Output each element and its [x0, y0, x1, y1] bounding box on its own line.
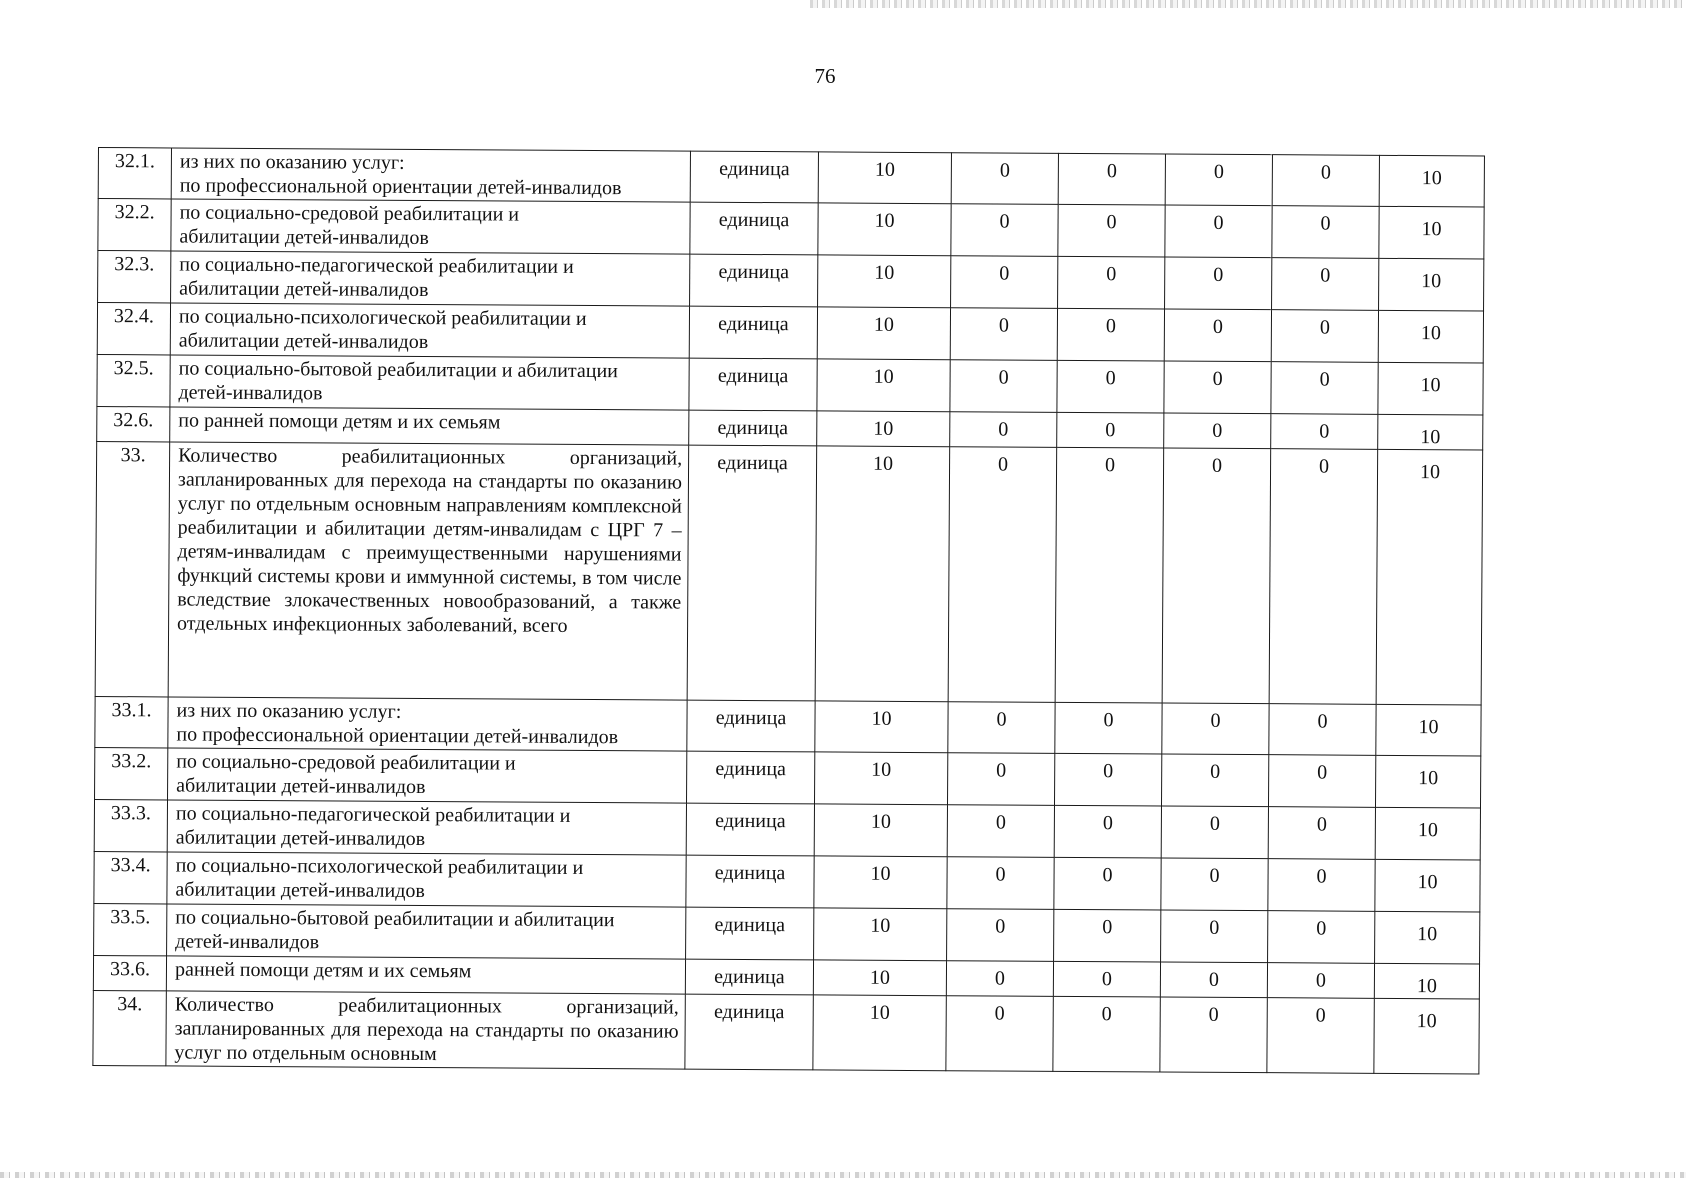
row-name — [171, 251, 690, 306]
row-name-line: из них по оказанию услуг: — [179, 150, 405, 174]
table-row — [95, 441, 1483, 704]
row-value: 0 — [1161, 910, 1268, 963]
row-name — [167, 852, 686, 907]
row-number: 32.1. — [98, 148, 171, 199]
row-name-line: по социально-психологической реабилитации и — [175, 854, 584, 879]
row-number: 33.5. — [94, 903, 167, 955]
row-name-line: по ранней помощи детям и их семьям — [178, 409, 501, 434]
row-value: 0 — [1057, 412, 1164, 448]
row-value: 10 — [1379, 258, 1484, 311]
row-value: 10 — [817, 411, 950, 447]
table-row — [94, 903, 1480, 963]
row-value: 0 — [947, 857, 1054, 910]
row-value: 10 — [813, 995, 946, 1071]
row-number: 33.4. — [94, 851, 167, 903]
row-value: 0 — [947, 753, 1054, 806]
row-value: 0 — [1272, 258, 1379, 311]
row-value: 10 — [814, 908, 947, 961]
row-name: Количество реабилитационных организаций, запланированных для перехода на стандарты по оказанию услуг по отдельным основным — [166, 991, 685, 1069]
row-value: 0 — [1054, 753, 1161, 806]
row-unit: единица — [685, 959, 813, 995]
row-value: 10 — [815, 752, 948, 805]
row-name — [167, 800, 686, 855]
table-row — [98, 199, 1484, 259]
row-value: 10 — [818, 255, 951, 308]
row-name — [170, 407, 689, 445]
row-number: 33.6. — [93, 955, 166, 990]
row-name-line: абилитации детей-инвалидов — [179, 277, 429, 302]
row-value: 10 — [1376, 449, 1483, 705]
row-value: 10 — [1378, 362, 1483, 415]
row-value: 0 — [950, 360, 1057, 413]
row-value: 0 — [1053, 996, 1160, 1072]
row-number: 33. — [95, 441, 170, 696]
row-number: 32.2. — [98, 199, 171, 251]
row-value: 10 — [1375, 755, 1480, 808]
row-name-line: по социально-педагогической реабилитации и — [175, 802, 571, 827]
scan-edge-bottom — [0, 1172, 1686, 1178]
row-name-line: абилитации детей-инвалидов — [176, 774, 426, 799]
row-name-line: по социально-бытовой реабилитации и абилитации — [178, 357, 618, 383]
row-value: 10 — [817, 359, 950, 412]
row-number: 33.2. — [95, 747, 168, 799]
row-name-line: ранней помощи детям и их семьям — [174, 958, 472, 983]
row-value: 10 — [818, 203, 951, 256]
row-name — [166, 956, 685, 994]
row-unit: единица — [690, 202, 818, 255]
row-unit: единица — [690, 254, 818, 307]
table-row — [94, 851, 1480, 911]
row-value: 0 — [1272, 155, 1379, 207]
row-value: 0 — [1272, 206, 1379, 259]
row-value: 0 — [1053, 961, 1160, 997]
row-name-line: по социально-психологической реабилитации и — [178, 305, 587, 330]
row-value: 0 — [1271, 310, 1378, 363]
row-value: 10 — [1379, 206, 1484, 259]
row-value: 0 — [1269, 704, 1376, 756]
row-unit: единица — [687, 700, 815, 752]
row-name — [171, 199, 690, 254]
row-name-line: абилитации детей-инвалидов — [175, 878, 425, 903]
row-name — [168, 748, 687, 803]
row-number: 33.1. — [95, 696, 168, 747]
row-unit: единица — [686, 803, 814, 856]
row-name-line: по профессиональной ориентации детей-инвалидов — [176, 723, 619, 749]
row-value: 10 — [815, 701, 948, 753]
row-unit: единица — [689, 410, 817, 446]
row-value: 0 — [1160, 997, 1267, 1073]
row-name — [168, 697, 687, 751]
row-unit: единица — [685, 994, 813, 1070]
row-name — [167, 904, 686, 959]
row-name — [171, 148, 690, 202]
row-value: 0 — [1268, 807, 1375, 860]
row-value: 10 — [1374, 998, 1479, 1074]
row-value: 10 — [814, 856, 947, 909]
row-value: 10 — [1376, 704, 1481, 756]
row-value: 0 — [1055, 447, 1164, 703]
row-value: 0 — [1058, 256, 1165, 309]
table-row — [95, 696, 1481, 755]
row-value: 0 — [948, 447, 1057, 703]
row-name-line: по социально-средовой реабилитации и — [179, 201, 520, 226]
row-value: 0 — [946, 961, 1053, 997]
row-value: 0 — [1161, 754, 1268, 807]
row-name: Количество реабилитационных организаций, запланированных для перехода на стандарты по оказанию услуг по отдельным основным направлениям комплексной реабилитации и абилитации детям-инвалидам с ЦРГ 7 – детям-инвалидам с преимущественными нарушениями функций системы крови и иммунной системы, в том числе вследствие злокачественных новообразований, а также отдельных инфекционных заболеваний, всего — [168, 442, 689, 700]
row-name-line: по социально-средовой реабилитации и — [176, 750, 516, 775]
row-value: 0 — [1267, 963, 1374, 999]
row-value: 0 — [1161, 858, 1268, 911]
table-row — [97, 303, 1483, 363]
row-value: 0 — [1162, 448, 1271, 704]
row-unit: единица — [686, 855, 814, 908]
row-value: 10 — [1378, 310, 1483, 363]
indicator-table — [92, 147, 1485, 1074]
row-unit: единица — [687, 445, 817, 701]
row-value: 10 — [1375, 859, 1480, 912]
table-row — [94, 799, 1480, 859]
row-name-line: абилитации детей-инвалидов — [179, 225, 429, 250]
row-value: 0 — [1057, 360, 1164, 413]
row-value: 0 — [1268, 911, 1375, 964]
row-number: 33.3. — [94, 799, 167, 851]
row-value: 0 — [1268, 859, 1375, 912]
row-value: 0 — [1268, 755, 1375, 808]
row-value: 0 — [947, 909, 1054, 962]
row-number: 32.4. — [97, 303, 170, 355]
row-number: 32.5. — [97, 354, 170, 406]
row-unit: единица — [689, 306, 817, 359]
row-value: 0 — [951, 256, 1058, 309]
row-value: 0 — [1165, 205, 1272, 258]
row-name-line: детей-инвалидов — [175, 930, 320, 954]
table-row — [97, 354, 1483, 414]
row-value: 0 — [950, 308, 1057, 361]
row-value: 0 — [1164, 309, 1271, 362]
row-value: 10 — [1375, 911, 1480, 964]
row-value: 0 — [1165, 154, 1272, 206]
row-value: 0 — [1054, 857, 1161, 910]
table-row — [98, 251, 1484, 311]
row-value: 10 — [813, 960, 946, 996]
row-number: 34. — [93, 990, 166, 1065]
row-value: 0 — [1054, 909, 1161, 962]
row-value: 0 — [1269, 449, 1378, 705]
row-value: 0 — [1057, 308, 1164, 361]
row-value: 0 — [1271, 362, 1378, 415]
table-row — [93, 990, 1479, 1073]
row-value: 0 — [948, 702, 1055, 754]
row-value: 0 — [1161, 806, 1268, 859]
row-value: 10 — [1378, 414, 1483, 450]
row-value: 10 — [815, 446, 950, 702]
row-value: 0 — [1165, 257, 1272, 310]
row-value: 0 — [950, 412, 1057, 448]
table-row — [98, 148, 1484, 207]
row-unit: единица — [686, 907, 814, 960]
row-name-line: абилитации детей-инвалидов — [175, 826, 426, 851]
row-value: 10 — [817, 307, 950, 360]
row-unit: единица — [687, 751, 815, 804]
row-name-line: абилитации детей-инвалидов — [178, 329, 429, 354]
row-value: 0 — [1271, 414, 1378, 450]
row-value: 10 — [1375, 807, 1480, 860]
row-value: 0 — [947, 805, 1054, 858]
row-name-line: по профессиональной ориентации детей-инвалидов — [179, 174, 622, 200]
row-name-line: по социально-бытовой реабилитации и абилитации — [175, 906, 615, 932]
row-unit: единица — [690, 151, 818, 203]
table-row — [95, 747, 1481, 807]
row-number: 32.6. — [97, 406, 170, 441]
row-value: 0 — [946, 996, 1053, 1072]
table-body — [93, 148, 1485, 1074]
row-value: 0 — [1054, 805, 1161, 858]
row-value: 0 — [1058, 204, 1165, 257]
row-value: 10 — [814, 804, 947, 857]
row-value: 0 — [1164, 361, 1271, 414]
row-value: 0 — [1055, 702, 1162, 754]
scan-edge-top — [810, 0, 1686, 8]
row-name — [170, 355, 689, 410]
row-name-line: из них по оказанию услуг: — [176, 699, 402, 723]
row-value: 0 — [951, 153, 1058, 205]
row-value: 0 — [1162, 703, 1269, 755]
row-value: 10 — [818, 152, 951, 204]
row-value: 0 — [1267, 998, 1374, 1074]
row-unit: единица — [689, 358, 817, 411]
row-value: 0 — [951, 204, 1058, 257]
row-name-line: по социально-педагогической реабилитации и — [179, 253, 574, 278]
row-name — [170, 303, 689, 358]
row-value: 10 — [1374, 963, 1479, 999]
row-value: 0 — [1164, 413, 1271, 449]
row-value: 0 — [1160, 962, 1267, 998]
row-name-line: детей-инвалидов — [178, 381, 323, 405]
page-number: 76 — [814, 64, 836, 88]
row-number: 32.3. — [98, 251, 171, 303]
row-value: 10 — [1379, 155, 1484, 207]
row-value: 0 — [1058, 153, 1165, 205]
